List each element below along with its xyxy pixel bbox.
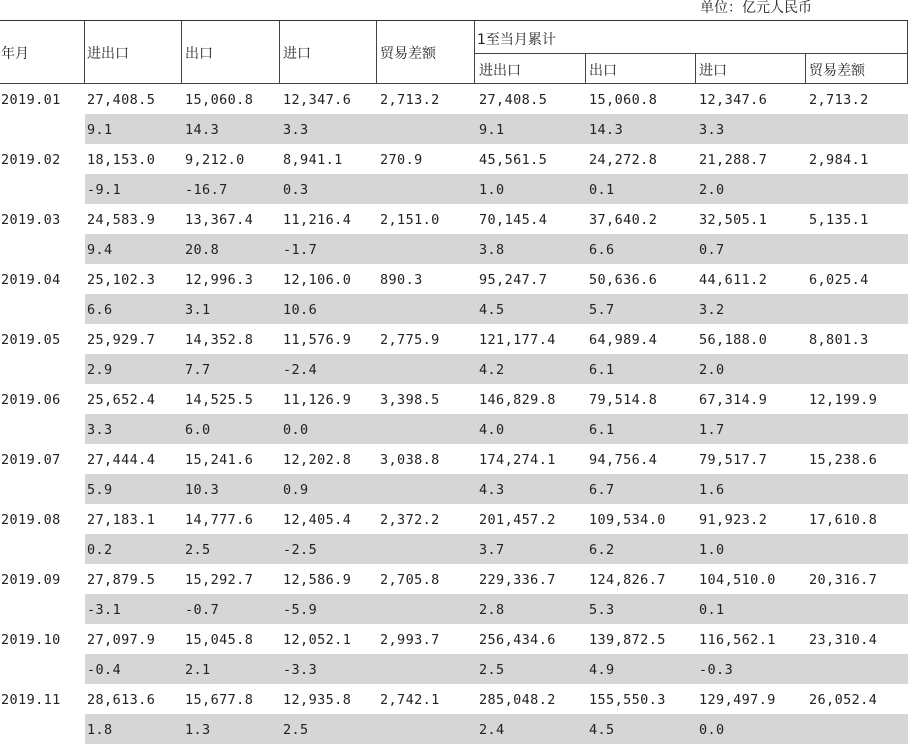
value-cell: 50,636.6 [589, 272, 658, 288]
growth-cell: 0.0 [283, 422, 309, 438]
growth-cell: -5.9 [283, 602, 318, 618]
month-cell: 2019.05 [1, 332, 61, 348]
value-cell: 3,038.8 [380, 452, 440, 468]
value-cell: 25,652.4 [87, 392, 156, 408]
growth-cell: 0.2 [87, 542, 113, 558]
value-cell: 27,408.5 [87, 92, 156, 108]
growth-row [0, 414, 908, 444]
growth-cell: -1.7 [283, 242, 318, 258]
value-cell: 45,561.5 [479, 152, 548, 168]
growth-cell: 3.1 [185, 302, 211, 318]
table-row [0, 444, 908, 474]
growth-cell: -3.3 [283, 662, 318, 678]
header-subgroup-rule [474, 53, 908, 54]
growth-row [0, 474, 908, 504]
value-cell: 285,048.2 [479, 692, 556, 708]
growth-cell: 6.6 [87, 302, 113, 318]
value-cell: 2,372.2 [380, 512, 440, 528]
header-divider [805, 53, 806, 83]
growth-cell: 10.6 [283, 302, 318, 318]
growth-cell: 4.9 [589, 662, 615, 678]
growth-cell: 1.8 [87, 722, 113, 738]
value-cell: 11,576.9 [283, 332, 352, 348]
table-row [0, 84, 908, 114]
value-cell: 121,177.4 [479, 332, 556, 348]
value-cell: 139,872.5 [589, 632, 666, 648]
growth-cell: 10.3 [185, 482, 220, 498]
value-cell: 15,241.6 [185, 452, 254, 468]
header-balance: 贸易差额 [380, 46, 436, 62]
growth-cell: -0.7 [185, 602, 220, 618]
month-cell: 2019.08 [1, 512, 61, 528]
value-cell: 44,611.2 [699, 272, 768, 288]
value-cell: 8,801.3 [809, 332, 869, 348]
value-cell: 14,525.5 [185, 392, 254, 408]
growth-cell: 4.3 [479, 482, 505, 498]
growth-cell: -2.5 [283, 542, 318, 558]
month-cell: 2019.07 [1, 452, 61, 468]
value-cell: 12,347.6 [699, 92, 768, 108]
growth-cell: 1.0 [699, 542, 725, 558]
value-cell: 270.9 [380, 152, 423, 168]
growth-row [0, 654, 908, 684]
value-cell: 129,497.9 [699, 692, 776, 708]
data-table-body [0, 84, 908, 744]
growth-cell: 2.1 [185, 662, 211, 678]
growth-cell: 6.7 [589, 482, 615, 498]
header-total: 进出口 [87, 46, 129, 62]
value-cell: 95,247.7 [479, 272, 548, 288]
value-cell: 8,941.1 [283, 152, 343, 168]
header-cum-balance: 贸易差额 [809, 63, 865, 79]
growth-cell: 6.2 [589, 542, 615, 558]
value-cell: 37,640.2 [589, 212, 658, 228]
growth-cell: 4.5 [479, 302, 505, 318]
value-cell: 109,534.0 [589, 512, 666, 528]
value-cell: 14,352.8 [185, 332, 254, 348]
table-row [0, 504, 908, 534]
growth-cell: 7.7 [185, 362, 211, 378]
value-cell: 12,586.9 [283, 572, 352, 588]
growth-cell: -0.3 [699, 662, 734, 678]
growth-cell: 1.0 [479, 182, 505, 198]
value-cell: 2,742.1 [380, 692, 440, 708]
value-cell: 12,996.3 [185, 272, 254, 288]
growth-cell: 2.4 [479, 722, 505, 738]
growth-cell: -2.4 [283, 362, 318, 378]
value-cell: 890.3 [380, 272, 423, 288]
value-cell: 25,102.3 [87, 272, 156, 288]
value-cell: 79,517.7 [699, 452, 768, 468]
value-cell: 28,613.6 [87, 692, 156, 708]
table-top-rule [0, 20, 908, 21]
growth-cell: 3.7 [479, 542, 505, 558]
value-cell: 64,989.4 [589, 332, 658, 348]
value-cell: 24,583.9 [87, 212, 156, 228]
growth-cell: 9.1 [87, 122, 113, 138]
value-cell: 27,879.5 [87, 572, 156, 588]
value-cell: 201,457.2 [479, 512, 556, 528]
growth-row [0, 294, 908, 324]
growth-cell: 9.1 [479, 122, 505, 138]
growth-cell: 2.8 [479, 602, 505, 618]
value-cell: 23,310.4 [809, 632, 878, 648]
value-cell: 17,610.8 [809, 512, 878, 528]
value-cell: 32,505.1 [699, 212, 768, 228]
table-row [0, 624, 908, 654]
growth-cell: 4.0 [479, 422, 505, 438]
growth-cell: 9.4 [87, 242, 113, 258]
header-divider [695, 53, 696, 83]
header-divider [585, 53, 586, 83]
value-cell: 12,347.6 [283, 92, 352, 108]
growth-cell: 6.1 [589, 362, 615, 378]
header-cum-export: 出口 [589, 63, 617, 79]
growth-cell: -9.1 [87, 182, 122, 198]
value-cell: 2,993.7 [380, 632, 440, 648]
growth-cell: -3.1 [87, 602, 122, 618]
value-cell: 12,106.0 [283, 272, 352, 288]
value-cell: 94,756.4 [589, 452, 658, 468]
growth-cell: 2.5 [283, 722, 309, 738]
value-cell: 2,984.1 [809, 152, 869, 168]
growth-cell: 4.2 [479, 362, 505, 378]
growth-cell: 2.5 [185, 542, 211, 558]
unit-label: 单位：亿元人民币 [700, 0, 812, 16]
growth-cell: 6.6 [589, 242, 615, 258]
value-cell: 124,826.7 [589, 572, 666, 588]
value-cell: 12,052.1 [283, 632, 352, 648]
growth-cell: 1.6 [699, 482, 725, 498]
value-cell: 12,199.9 [809, 392, 878, 408]
value-cell: 15,238.6 [809, 452, 878, 468]
value-cell: 174,274.1 [479, 452, 556, 468]
month-cell: 2019.10 [1, 632, 61, 648]
value-cell: 15,292.7 [185, 572, 254, 588]
value-cell: 12,935.8 [283, 692, 352, 708]
value-cell: 18,153.0 [87, 152, 156, 168]
month-cell: 2019.06 [1, 392, 61, 408]
value-cell: 12,405.4 [283, 512, 352, 528]
value-cell: 13,367.4 [185, 212, 254, 228]
growth-cell: 0.9 [283, 482, 309, 498]
growth-row [0, 234, 908, 264]
month-cell: 2019.02 [1, 152, 61, 168]
value-cell: 25,929.7 [87, 332, 156, 348]
growth-cell: 4.5 [589, 722, 615, 738]
value-cell: 146,829.8 [479, 392, 556, 408]
value-cell: 27,183.1 [87, 512, 156, 528]
growth-cell: 1.7 [699, 422, 725, 438]
header-cum-total: 进出口 [479, 63, 521, 79]
growth-cell: 0.1 [699, 602, 725, 618]
growth-row [0, 594, 908, 624]
value-cell: 3,398.5 [380, 392, 440, 408]
growth-cell: 2.0 [699, 182, 725, 198]
growth-cell: 2.0 [699, 362, 725, 378]
value-cell: 2,151.0 [380, 212, 440, 228]
growth-cell: 2.9 [87, 362, 113, 378]
growth-cell: 1.3 [185, 722, 211, 738]
value-cell: 15,677.8 [185, 692, 254, 708]
value-cell: 2,713.2 [380, 92, 440, 108]
growth-cell: 5.3 [589, 602, 615, 618]
growth-cell: 5.9 [87, 482, 113, 498]
value-cell: 27,444.4 [87, 452, 156, 468]
growth-cell: 6.0 [185, 422, 211, 438]
table-row [0, 264, 908, 294]
header-import: 进口 [283, 46, 311, 62]
value-cell: 116,562.1 [699, 632, 776, 648]
value-cell: 11,126.9 [283, 392, 352, 408]
growth-cell: 5.7 [589, 302, 615, 318]
growth-cell: -16.7 [185, 182, 228, 198]
month-cell: 2019.09 [1, 572, 61, 588]
value-cell: 91,923.2 [699, 512, 768, 528]
table-row [0, 324, 908, 354]
growth-cell: 0.7 [699, 242, 725, 258]
value-cell: 15,060.8 [185, 92, 254, 108]
table-row [0, 144, 908, 174]
header-cumulative-group: 1至当月累计 [477, 32, 556, 48]
growth-cell: 2.5 [479, 662, 505, 678]
growth-cell: 3.3 [699, 122, 725, 138]
month-cell: 2019.11 [1, 692, 61, 708]
value-cell: 24,272.8 [589, 152, 658, 168]
header-divider [181, 21, 182, 83]
table-row [0, 684, 908, 714]
month-cell: 2019.04 [1, 272, 61, 288]
growth-cell: 0.3 [283, 182, 309, 198]
value-cell: 155,550.3 [589, 692, 666, 708]
value-cell: 11,216.4 [283, 212, 352, 228]
growth-cell: 0.0 [699, 722, 725, 738]
value-cell: 67,314.9 [699, 392, 768, 408]
growth-cell: 14.3 [589, 122, 624, 138]
growth-cell: 14.3 [185, 122, 220, 138]
growth-cell: 6.1 [589, 422, 615, 438]
growth-row [0, 354, 908, 384]
header-divider [279, 21, 280, 83]
value-cell: 9,212.0 [185, 152, 245, 168]
growth-cell: 3.2 [699, 302, 725, 318]
value-cell: 2,705.8 [380, 572, 440, 588]
value-cell: 14,777.6 [185, 512, 254, 528]
growth-row [0, 114, 908, 144]
growth-cell: 20.8 [185, 242, 220, 258]
header-divider [376, 21, 377, 83]
header-cum-import: 进口 [699, 63, 727, 79]
growth-cell: 3.3 [87, 422, 113, 438]
value-cell: 12,202.8 [283, 452, 352, 468]
growth-row [0, 534, 908, 564]
header-month: 年月 [1, 46, 29, 62]
growth-cell: 0.1 [589, 182, 615, 198]
value-cell: 15,045.8 [185, 632, 254, 648]
value-cell: 2,775.9 [380, 332, 440, 348]
growth-cell: 3.8 [479, 242, 505, 258]
growth-row [0, 714, 908, 744]
value-cell: 256,434.6 [479, 632, 556, 648]
value-cell: 26,052.4 [809, 692, 878, 708]
value-cell: 20,316.7 [809, 572, 878, 588]
value-cell: 2,713.2 [809, 92, 869, 108]
growth-row [0, 174, 908, 204]
value-cell: 15,060.8 [589, 92, 658, 108]
month-cell: 2019.01 [1, 92, 61, 108]
month-cell: 2019.03 [1, 212, 61, 228]
growth-cell: -0.4 [87, 662, 122, 678]
header-divider [84, 21, 85, 83]
value-cell: 56,188.0 [699, 332, 768, 348]
value-cell: 21,288.7 [699, 152, 768, 168]
value-cell: 6,025.4 [809, 272, 869, 288]
value-cell: 104,510.0 [699, 572, 776, 588]
value-cell: 70,145.4 [479, 212, 548, 228]
header-divider [474, 21, 475, 83]
growth-cell: 3.3 [283, 122, 309, 138]
table-row [0, 564, 908, 594]
value-cell: 5,135.1 [809, 212, 869, 228]
table-row [0, 384, 908, 414]
table-row [0, 204, 908, 234]
header-export: 出口 [185, 46, 213, 62]
value-cell: 27,408.5 [479, 92, 548, 108]
value-cell: 79,514.8 [589, 392, 658, 408]
value-cell: 229,336.7 [479, 572, 556, 588]
value-cell: 27,097.9 [87, 632, 156, 648]
